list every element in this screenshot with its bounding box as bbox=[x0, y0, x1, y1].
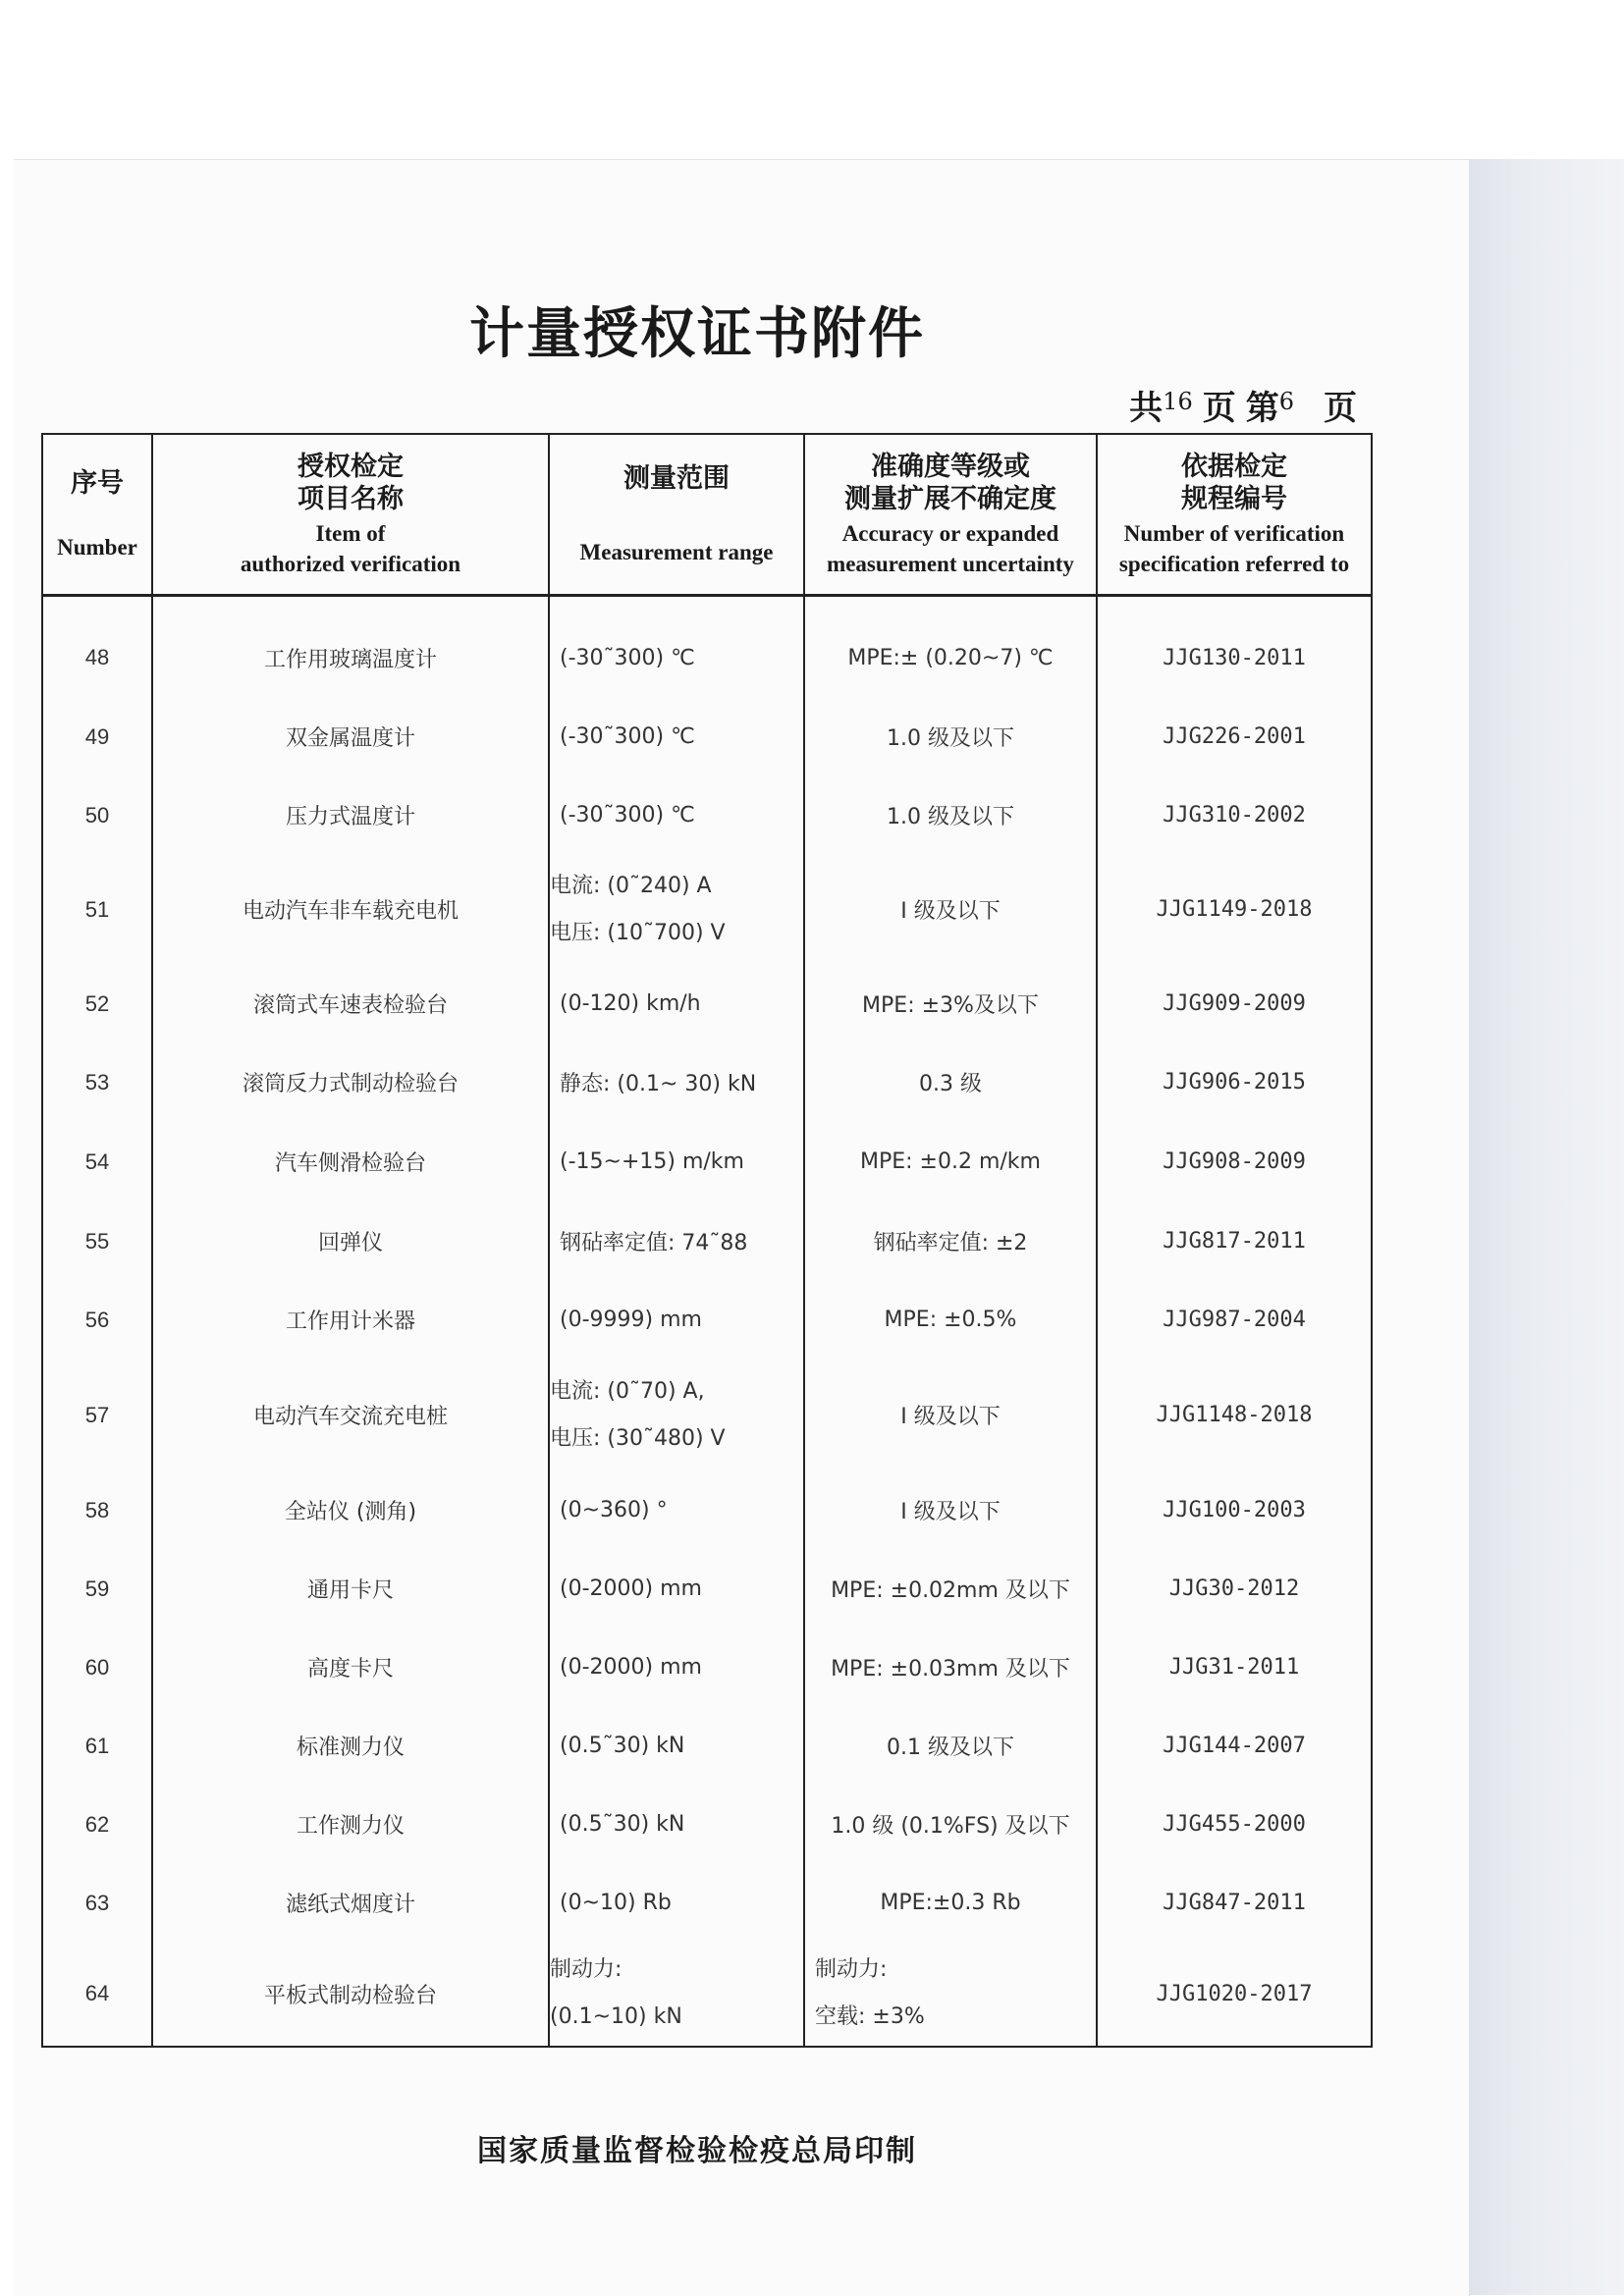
header-item-cn2: 项目名称 bbox=[298, 484, 404, 515]
cell-spec: JJG906-2015 bbox=[1097, 1043, 1372, 1122]
cell-accuracy: MPE: ±0.02mm 及以下 bbox=[804, 1550, 1097, 1629]
cell-range: (-15~+15) m/km bbox=[549, 1122, 804, 1202]
cell-spec: JJG847-2011 bbox=[1097, 1864, 1372, 1943]
cell-range: (0-9999) mm bbox=[549, 1281, 804, 1360]
table-row bbox=[42, 1360, 1372, 1471]
cell-accuracy: 1.0 级及以下 bbox=[804, 698, 1097, 776]
table-row bbox=[42, 698, 1372, 776]
pager-page: 6 bbox=[1278, 388, 1294, 415]
table-row bbox=[42, 1550, 1372, 1629]
table-row bbox=[42, 1122, 1372, 1202]
table-row bbox=[42, 1786, 1372, 1864]
header-item-en1: Item of bbox=[315, 521, 386, 546]
table-row bbox=[42, 1043, 1372, 1122]
cell-item: 滤纸式烟度计 bbox=[152, 1864, 549, 1943]
table-row bbox=[42, 596, 1372, 698]
pager-page-prefix: 第 bbox=[1245, 389, 1279, 428]
cell-spec: JJG1020-2017 bbox=[1097, 1943, 1372, 2047]
table-row bbox=[42, 1629, 1372, 1707]
cell-accuracy: MPE:± (0.20~7) ℃ bbox=[804, 596, 1097, 698]
table-row bbox=[42, 1943, 1372, 2047]
cell-number: 60 bbox=[42, 1629, 152, 1707]
cell-spec: JJG987-2004 bbox=[1097, 1281, 1372, 1360]
cell-item: 滚筒式车速表检验台 bbox=[152, 965, 549, 1043]
table-row bbox=[42, 1471, 1372, 1550]
cell-number: 61 bbox=[42, 1707, 152, 1786]
header-accuracy-cn1: 准确度等级或 bbox=[871, 451, 1030, 482]
cell-range: (0~360) ° bbox=[549, 1471, 804, 1550]
cell-number: 53 bbox=[42, 1043, 152, 1122]
header-accuracy bbox=[804, 434, 1097, 596]
cell-spec: JJG130-2011 bbox=[1097, 596, 1372, 698]
cell-spec: JJG908-2009 bbox=[1097, 1122, 1372, 1202]
cell-spec: JJG310-2002 bbox=[1097, 776, 1372, 855]
header-accuracy-en2: measurement uncertainty bbox=[827, 551, 1074, 576]
cell-item: 滚筒反力式制动检验台 bbox=[152, 1043, 549, 1122]
cell-item: 标准测力仪 bbox=[152, 1707, 549, 1786]
table-row bbox=[42, 965, 1372, 1043]
header-spec-cn2: 规程编号 bbox=[1181, 484, 1287, 515]
cell-item: 平板式制动检验台 bbox=[152, 1943, 549, 2047]
cell-range: (-30˜300) ℃ bbox=[549, 698, 804, 776]
cell-accuracy: 0.3 级 bbox=[804, 1043, 1097, 1122]
cell-item: 回弹仪 bbox=[152, 1202, 549, 1281]
cell-range: 静态: (0.1~ 30) kN bbox=[549, 1043, 804, 1122]
cell-spec: JJG144-2007 bbox=[1097, 1707, 1372, 1786]
header-number-cn: 序号 bbox=[71, 467, 124, 499]
cell-accuracy: I 级及以下 bbox=[804, 1360, 1097, 1471]
cell-item: 双金属温度计 bbox=[152, 698, 549, 776]
cell-number: 57 bbox=[42, 1360, 152, 1471]
scan-background bbox=[0, 0, 1624, 159]
pager-total-unit: 页 bbox=[1202, 389, 1236, 428]
cell-item: 压力式温度计 bbox=[152, 776, 549, 855]
cell-item: 全站仪 (测角) bbox=[152, 1471, 549, 1550]
table-row bbox=[42, 855, 1372, 965]
header-item-cn1: 授权检定 bbox=[298, 451, 404, 482]
cell-item: 通用卡尺 bbox=[152, 1550, 549, 1629]
cell-range bbox=[549, 855, 804, 965]
authorization-table bbox=[41, 433, 1373, 2048]
cell-number: 55 bbox=[42, 1202, 152, 1281]
cell-item: 工作用玻璃温度计 bbox=[152, 596, 549, 698]
table-row bbox=[42, 1281, 1372, 1360]
cell-item: 电动汽车非车载充电机 bbox=[152, 855, 549, 965]
cell-range: (0.5˜30) kN bbox=[549, 1707, 804, 1786]
cell-range-line2: 电压: (30˜480) V bbox=[550, 1425, 726, 1451]
cell-accuracy: 1.0 级及以下 bbox=[804, 776, 1097, 855]
cell-range bbox=[549, 1943, 804, 2047]
cell-range-line1: 电流: (0˜70) A, bbox=[550, 1378, 705, 1404]
cell-spec: JJG226-2001 bbox=[1097, 698, 1372, 776]
header-number bbox=[42, 434, 152, 596]
pager-page-unit: 页 bbox=[1324, 389, 1357, 428]
cell-accuracy-line1: 制动力: bbox=[815, 1957, 888, 1982]
cell-spec: JJG31-2011 bbox=[1097, 1629, 1372, 1707]
cell-accuracy: MPE: ±3%及以下 bbox=[804, 965, 1097, 1043]
cell-number: 59 bbox=[42, 1550, 152, 1629]
pager-total: 16 bbox=[1163, 388, 1193, 415]
cell-range-line2: 电压: (10˜700) V bbox=[550, 920, 726, 945]
cell-accuracy: MPE: ±0.2 m/km bbox=[804, 1122, 1097, 1202]
cell-item: 工作测力仪 bbox=[152, 1786, 549, 1864]
cell-number: 64 bbox=[42, 1943, 152, 2047]
cell-spec: JJG30-2012 bbox=[1097, 1550, 1372, 1629]
cell-range: (0-120) km/h bbox=[549, 965, 804, 1043]
cell-item: 工作用计米器 bbox=[152, 1281, 549, 1360]
table-header-row bbox=[42, 434, 1372, 596]
cell-number: 51 bbox=[42, 855, 152, 965]
header-spec-cn1: 依据检定 bbox=[1181, 451, 1287, 482]
header-range-en: Measurement range bbox=[579, 539, 774, 564]
document-footer: 国家质量监督检验检疫总局印制 bbox=[477, 2134, 917, 2168]
cell-spec: JJG100-2003 bbox=[1097, 1471, 1372, 1550]
header-spec bbox=[1097, 434, 1372, 596]
document-title: 计量授权证书附件 bbox=[469, 301, 925, 366]
header-accuracy-en1: Accuracy or expanded bbox=[841, 521, 1059, 546]
cell-spec: JJG909-2009 bbox=[1097, 965, 1372, 1043]
cell-number: 56 bbox=[42, 1281, 152, 1360]
header-range bbox=[549, 434, 804, 596]
cell-range: (0.5˜30) kN bbox=[549, 1786, 804, 1864]
cell-range-line1: 制动力: bbox=[550, 1957, 623, 1982]
cell-accuracy: MPE:±0.3 Rb bbox=[804, 1864, 1097, 1943]
cell-accuracy: I 级及以下 bbox=[804, 1471, 1097, 1550]
cell-accuracy: 0.1 级及以下 bbox=[804, 1707, 1097, 1786]
cell-spec: JJG455-2000 bbox=[1097, 1786, 1372, 1864]
cell-accuracy: MPE: ±0.5% bbox=[804, 1281, 1097, 1360]
cell-spec: JJG1148-2018 bbox=[1097, 1360, 1372, 1471]
cell-number: 58 bbox=[42, 1471, 152, 1550]
header-number-en: Number bbox=[57, 534, 137, 560]
cell-item: 电动汽车交流充电桩 bbox=[152, 1360, 549, 1471]
cell-range-line2: (0.1~10) kN bbox=[550, 2004, 682, 2029]
cell-range: (0-2000) mm bbox=[549, 1550, 804, 1629]
cell-accuracy-line2: 空载: ±3% bbox=[815, 2004, 925, 2029]
cell-item: 高度卡尺 bbox=[152, 1629, 549, 1707]
cell-number: 62 bbox=[42, 1786, 152, 1864]
cell-number: 50 bbox=[42, 776, 152, 855]
cell-accuracy bbox=[804, 1943, 1097, 2047]
cell-number: 48 bbox=[42, 596, 152, 698]
cell-number: 54 bbox=[42, 1122, 152, 1202]
cell-accuracy: 钢砧率定值: ±2 bbox=[804, 1202, 1097, 1281]
cell-spec: JJG1149-2018 bbox=[1097, 855, 1372, 965]
header-item bbox=[152, 434, 549, 596]
cell-spec: JJG817-2011 bbox=[1097, 1202, 1372, 1281]
cell-range: 钢砧率定值: 74˜88 bbox=[549, 1202, 804, 1281]
table-row bbox=[42, 1707, 1372, 1786]
cell-number: 49 bbox=[42, 698, 152, 776]
header-spec-en2: specification referred to bbox=[1118, 551, 1350, 576]
cell-range: (0~10) Rb bbox=[549, 1864, 804, 1943]
cell-accuracy: MPE: ±0.03mm 及以下 bbox=[804, 1629, 1097, 1707]
cell-range: (-30˜300) ℃ bbox=[549, 596, 804, 698]
table-row bbox=[42, 776, 1372, 855]
cell-range: (0-2000) mm bbox=[549, 1629, 804, 1707]
cell-range bbox=[549, 1360, 804, 1471]
scan-edge-shadow bbox=[1469, 159, 1624, 2295]
header-spec-en1: Number of verification bbox=[1123, 521, 1345, 546]
table-row bbox=[42, 1864, 1372, 1943]
header-accuracy-cn2: 测量扩展不确定度 bbox=[844, 484, 1056, 515]
header-range-cn: 测量范围 bbox=[623, 462, 730, 494]
header-item-en2: authorized verification bbox=[240, 551, 461, 576]
cell-item: 汽车侧滑检验台 bbox=[152, 1122, 549, 1202]
page-counter bbox=[1129, 381, 1357, 429]
pager-total-prefix: 共 bbox=[1129, 389, 1164, 428]
cell-range-line1: 电流: (0˜240) A bbox=[550, 873, 712, 898]
cell-range: (-30˜300) ℃ bbox=[549, 776, 804, 855]
table-row bbox=[42, 1202, 1372, 1281]
cell-accuracy: 1.0 级 (0.1%FS) 及以下 bbox=[804, 1786, 1097, 1864]
cell-number: 63 bbox=[42, 1864, 152, 1943]
cell-number: 52 bbox=[42, 965, 152, 1043]
cell-accuracy: I 级及以下 bbox=[804, 855, 1097, 965]
